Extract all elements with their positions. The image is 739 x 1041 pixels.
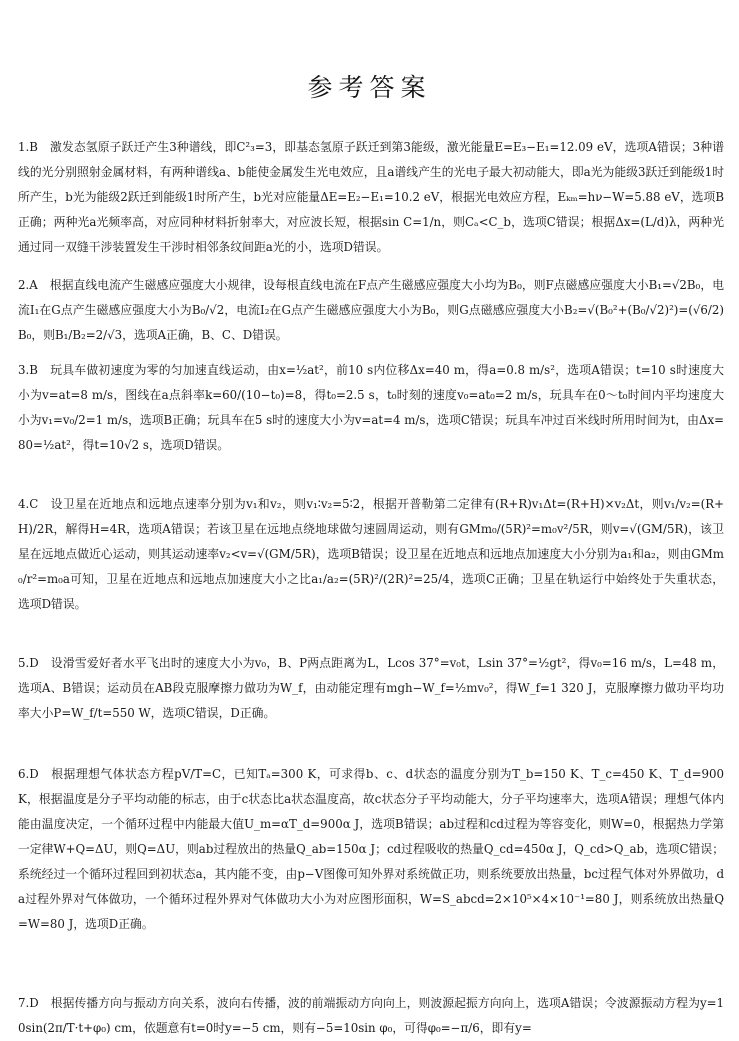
answer-item-4 (18, 492, 724, 617)
answer-item-1 (18, 135, 724, 260)
item-answer: C (29, 497, 39, 511)
item-number: 3. (18, 363, 30, 377)
item-explanation: 玩具车做初速度为零的匀加速直线运动，由x=½at²，前10 s内位移Δx=40 m，得a=0.8 m/s²，选项A错误；t=10 s时速度大小为v=at=8 m/s，图线在a点斜率k=60/(10−t₀)=8，得t₀=2.5 s，t₀时刻的速度v₀=at₀=2 m/s，玩具车在0～t₀时间内平均速度大小为v₁=v₀/2=1 m/s，选项B正确；玩具车在5 s时的速度大小为v=at=4 m/s，选项C错误；玩具车冲过百米线时所用时间为t，由Δx=80=½at²，得t=10√2 s，选项D错误。 (18, 363, 724, 452)
item-explanation: 设卫星在近地点和远地点速率分别为v₁和v₂，则v₁∶v₂=5∶2，根据开普勒第二定律有(R+R)v₁Δt=(R+H)×v₂Δt，则v₁/v₂=(R+H)/2R，解得H=4R，选项A错误；若该卫星在远地点绕地球做匀速圆周运动，则有GMm₀/(5R)²=m₀v²/5R，则v=√(GM/5R)，该卫星在远地点做近心运动，则其运动速率v₂<v=√(GM/5R)，选项B错误；设卫星在近地点和远地点加速度大小分别为a₁和a₂，则由GMm₀/r²=m₀a可知，卫星在近地点和远地点加速度大小之比a₁/a₂=(5R)²/(2R)²=25/4，选项C正确；卫星在轨运行中始终处于失重状态，选项D错误。 (18, 497, 724, 611)
item-explanation: 根据传播方向与振动方向关系，波向右传播，波的前端振动方向向上，则波源起振方向向上，选项A错误；令波源振动方程为y=10sin(2π/T·t+φ₀) cm，依题意有t=0时y=−5 cm，则有−5=10sin φ₀，可得φ₀=−π/6，即有y= (18, 996, 724, 1035)
item-number: 6. (18, 767, 30, 781)
page-title: 参考答案 (307, 73, 432, 102)
answer-item-6 (18, 762, 724, 937)
item-explanation: 设滑雪爱好者水平飞出时的速度大小为v₀，B、P两点距离为L，Lcos 37°=v₀t，Lsin 37°=½gt²，得v₀=16 m/s，L=48 m，选项A、B错误；运动员在AB段克服摩擦力做功为W_f，由动能定理有mgh−W_f=½mv₀²，得W_f=1 320 J，克服摩擦力做功平均功率大小P=W_f/t=550 W，选项C错误，D正确。 (18, 656, 724, 720)
item-answer: D (29, 656, 39, 670)
item-explanation: 激发态氢原子跃迁产生3种谱线，即C²₃=3，即基态氢原子跃迁到第3能级，激光能量E=E₃−E₁=12.09 eV，选项A错误；3种谱线的光分别照射金属材料，有两种谱线a、b能使金属发生光电效应，且a谱线产生的光电子最大初动能大，即a光为能级3跃迁到能级1时所产生，b光为能级2跃迁到能级1时所产生，b光对应能量ΔE=E₂−E₁=10.2 eV，根据光电效应方程，Eₖₘ=hν−W=5.88 eV，选项B正确；两种光a光频率高，对应同种材料折射率大，对应波长短，根据sin C=1/n，则Cₐ<C_b，选项C错误；根据Δx=(L/d)λ，两种光通过同一双缝干涉装置发生干涉时相邻条纹间距a光的小，选项D错误。 (18, 140, 724, 254)
item-answer: A (29, 278, 38, 292)
item-number: 2. (18, 278, 30, 292)
item-number: 5. (18, 656, 30, 670)
item-answer: D (29, 767, 39, 781)
item-explanation: 根据直线电流产生磁感应强度大小规律，设每根直线电流在F点产生磁感应强度大小均为B₀，则F点磁感应强度大小B₁=√2B₀，电流I₁在G点产生磁感应强度大小为B₀/√2，电流I₂在G点产生磁感应强度大小为B₀，则G点磁感应强度大小B₂=√(B₀²+(B₀/√2)²)=(√6/2)B₀，则B₁/B₂=2/√3，选项A正确，B、C、D错误。 (18, 278, 724, 342)
item-answer: D (29, 996, 39, 1010)
answer-item-3 (18, 358, 724, 458)
answer-item-2 (18, 273, 724, 348)
item-explanation: 根据理想气体状态方程pV/T=C，已知Tₐ=300 K，可求得b、c、d状态的温度分别为T_b=150 K、T_c=450 K、T_d=900 K，根据温度是分子平均动能的标志，由于c状态比a状态温度高，故c状态分子平均动能大，分子平均速率大，选项A错误；理想气体内能由温度决定，一个循环过程中内能最大值U_m=αT_d=900α J，选项B错误；ab过程和cd过程为等容变化，则W=0，根据热力学第一定律W+Q=ΔU，则Q=ΔU，则ab过程放出的热量Q_ab=150α J；cd过程吸收的热量Q_cd=450α J，Q_cd>Q_ab，选项C错误；系统经过一个循环过程回到初状态a，其内能不变，由p−V图像可知外界对系统做正功，则系统要放出热量，bc过程气体对外界做功，da过程外界对气体做功，一个循环过程外界对气体做功大小为对应图形面积，W=S_abcd=2×10⁵×4×10⁻¹=80 J，则系统放出热量Q=W=80 J，选项D正确。 (18, 767, 724, 931)
item-number: 1. (18, 140, 30, 154)
item-answer: B (29, 363, 38, 377)
answer-item-5 (18, 651, 724, 726)
answer-item-7 (18, 991, 724, 1041)
item-number: 7. (18, 996, 30, 1010)
item-number: 4. (18, 497, 30, 511)
item-answer: B (29, 140, 38, 154)
